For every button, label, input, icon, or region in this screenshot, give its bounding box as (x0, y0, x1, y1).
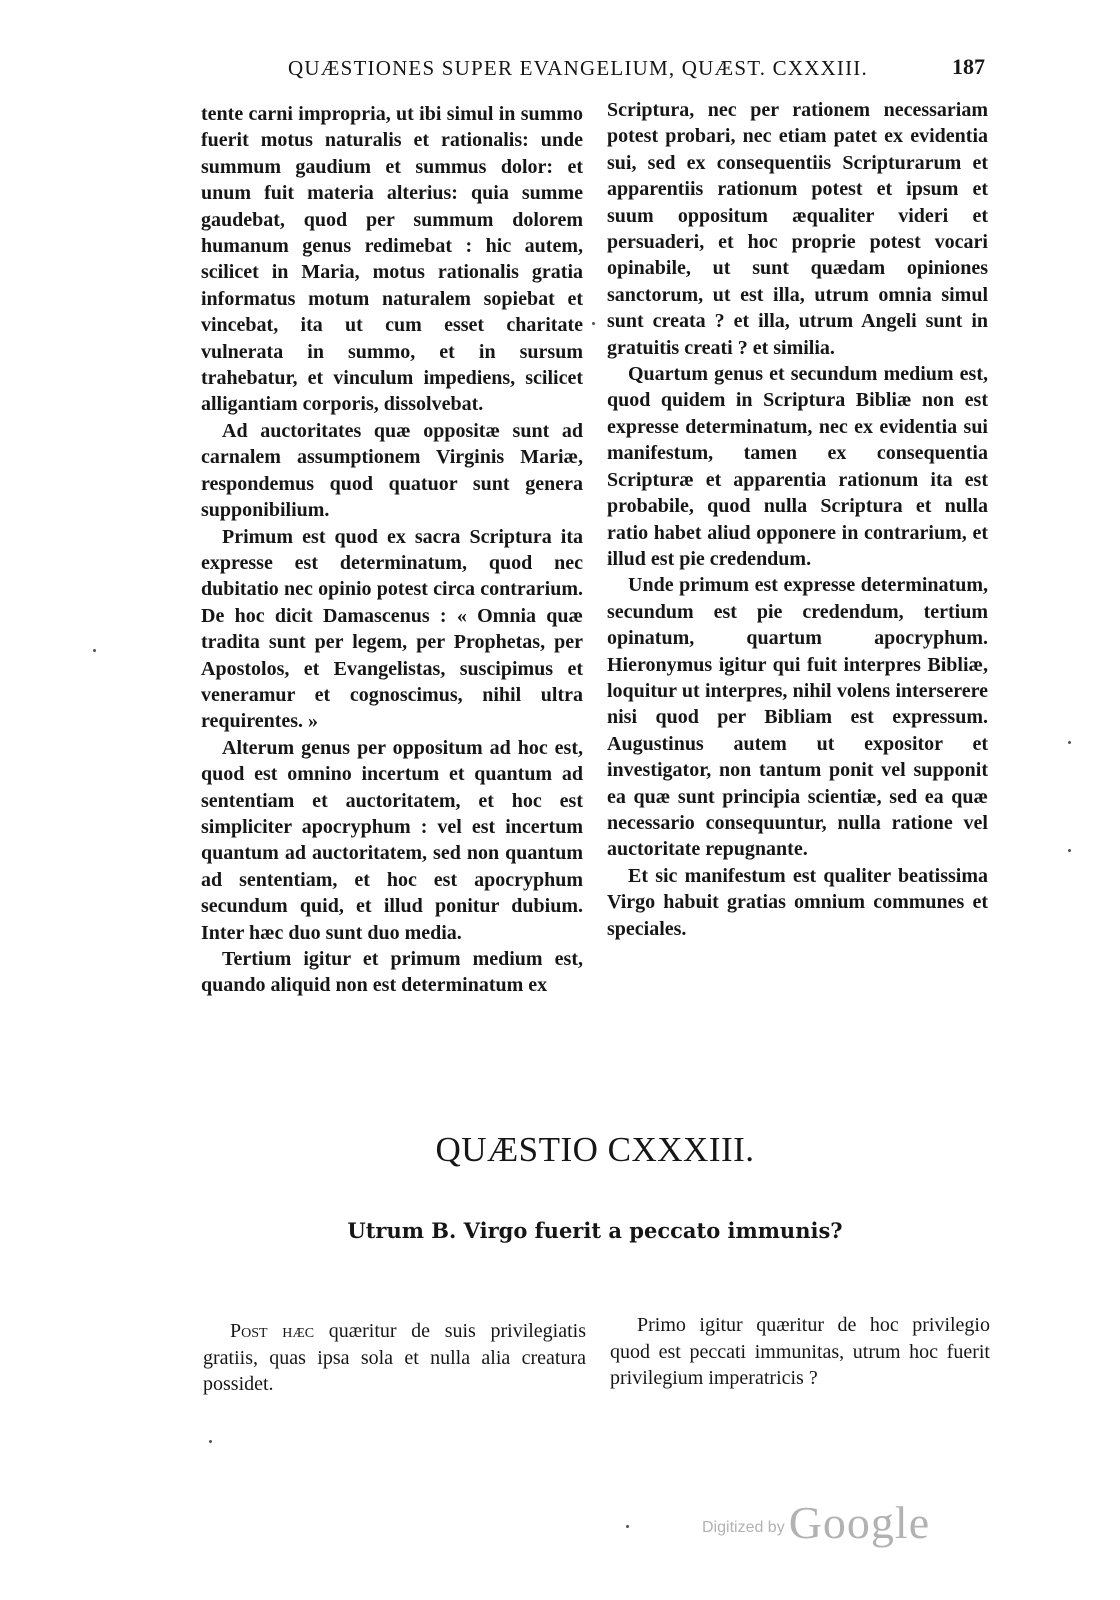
right-column (607, 97, 988, 942)
page-number: 187 (952, 54, 985, 79)
intro-right-column (610, 1312, 990, 1392)
paragraph: Tertium igitur et primum medium est, quando aliquid non est determinatum ex (201, 948, 583, 997)
scan-speck (1068, 741, 1071, 744)
paragraph: Scriptura, nec per rationem necessariam potest probari, nec etiam patet ex evidentia sui, sed ex consequentiis Scripturarum et apparentiis rationum potest et ipsum et suum oppositum æqualiter videri et persuaderi, et hoc proprie potest vocari opinabile, ut sunt quædam opiniones sanctorum, ut est illa, utrum omnia simul sunt creata ? et illa, utrum Angeli sunt in gratuitis creati ? et similia. (607, 99, 988, 359)
paragraph: Unde primum est expresse determinatum, secundum est pie credendum, tertium opinatum, quartum apocryphum. Hieronymus igitur qui fuit interpres Bibliæ, loquitur ut interpres, nihil volens interserere nisi quod per Bibliam est expressum. Augustinus autem ut expositor et investigator, non tantum ponit vel supponit ea quæ sunt principia scientiæ, sed ea quæ necessario consequuntur, nulla ratione vel auctoritate repugnante. (607, 574, 988, 861)
scan-speck (93, 649, 96, 652)
intro-left-column (203, 1318, 586, 1398)
intro-text: quæritur de suis privilegiatis gratiis, quas ipsa sola et nulla alia creatura possidet. (203, 1320, 587, 1395)
question-subtitle: Utrum B. Virgo fuerit a peccato immunis? (347, 1218, 843, 1243)
paragraph: Et sic manifestum est qualiter beatissima Virgo habuit gratias omnium communes et speciales. (607, 864, 988, 940)
lead-words: Post hæc (230, 1320, 315, 1342)
scan-speck (1068, 849, 1071, 852)
scan-speck (209, 1440, 212, 1443)
intro-paragraph: Primo igitur quæritur de hoc privilegio quod est peccati immunitas, utrum hoc fuerit privilegium imperatricis ? (610, 1314, 990, 1389)
paragraph: Alterum genus per oppositum ad hoc est, quod est omnino incertum et quantum ad sententiam et auctoritatem, et hoc est simpliciter apocryphum : vel est incertum quantum ad auctoritatem, sed non quantum ad sententiam, et hoc est apocryphum secundum quid, et illud ponitur dubium. Inter hæc duo sunt duo media. (201, 736, 583, 944)
paragraph: Quartum genus et secundum medium est, quod quidem in Scriptura Bibliæ non est expresse determinatum, nec ex evidentia sui manifestum, tamen ex consequentia Scripturæ et apparentia rationum ita est probabile, quod nulla Scriptura et nulla ratio habet aliud opponere in contrarium, et illud est pie credendum. (607, 363, 988, 570)
intro-paragraph (203, 1318, 586, 1398)
watermark-prefix: Digitized by (702, 1519, 785, 1536)
google-logo: Google (788, 1497, 931, 1548)
left-column (201, 101, 583, 999)
digitized-watermark (702, 1496, 930, 1549)
running-head: QUÆSTIONES SUPER EVANGELIUM, QUÆST. CXXXIII. (288, 56, 868, 80)
paragraph: Ad auctoritates quæ oppositæ sunt ad carnalem assumptionem Virginis Mariæ, respondemus quod quatuor sunt genera supponibilium. (201, 419, 583, 522)
question-heading: QUÆSTIO CXXXIII. (435, 1130, 755, 1169)
paragraph: tente carni impropria, ut ibi simul in summo fuerit motus naturalis et rationalis: unde summum gaudium et summus dolor: et unum fuit materia alterius: quia summe gaudebat, quod per summum dolorem humanum genus redimebat : hic autem, scilicet in Maria, motus rationalis gratia informatus motum naturalem sopiebat et vincebat, ita ut cum esset charitate vulnerata in summo, et in sursum trahebatur, et vinculum impediens, scilicet alligantiam corporis, dissolvebat. (201, 103, 583, 416)
scan-speck (626, 1525, 629, 1528)
paragraph: Primum est quod ex sacra Scriptura ita expresse est determinatum, quod nec dubitatio nec opinio potest circa contrarium. De hoc dicit Damascenus : « Omnia quæ tradita sunt per legem, per Prophetas, per Apostolos, et Evangelistas, suscipimus et veneramur et cognoscimus, nihil ultra requirentes. » (201, 525, 583, 733)
scan-speck (592, 322, 595, 325)
